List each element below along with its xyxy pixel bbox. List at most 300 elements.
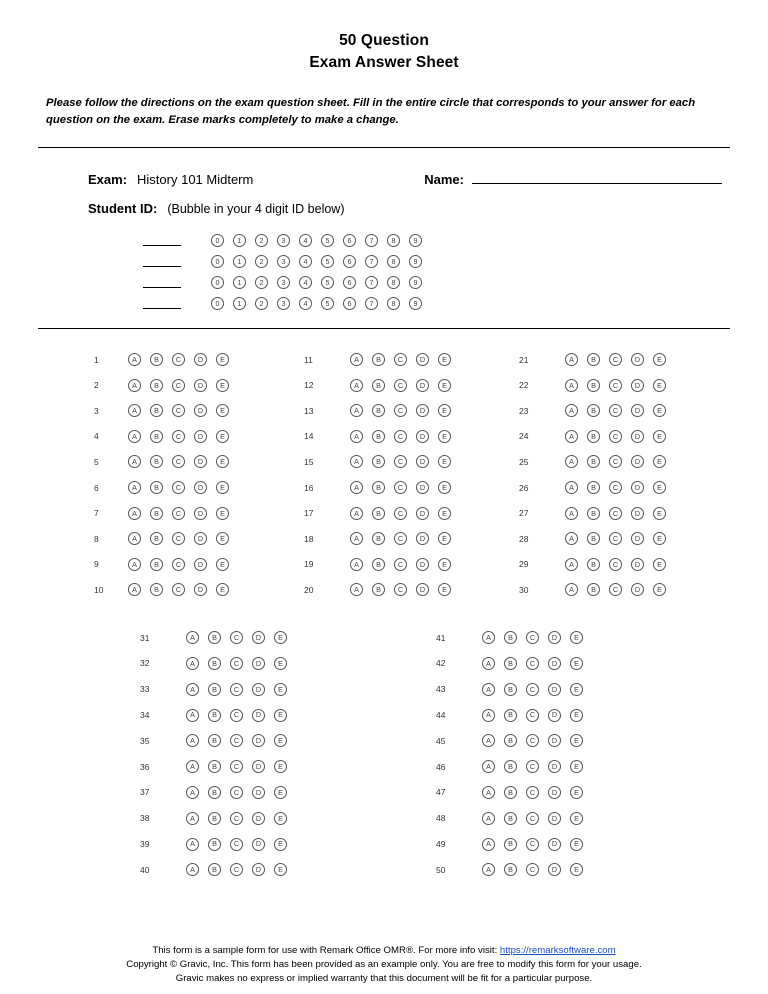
answer-bubble-34-D[interactable]: D — [252, 709, 265, 722]
answer-bubble-23-E[interactable]: E — [653, 404, 666, 417]
answer-bubble-13-C[interactable]: C — [394, 404, 407, 417]
answer-bubble-33-A[interactable]: A — [186, 683, 199, 696]
answer-bubble-22-E[interactable]: E — [653, 379, 666, 392]
answer-bubble-24-E[interactable]: E — [653, 430, 666, 443]
answer-bubble-22-C[interactable]: C — [609, 379, 622, 392]
answer-bubble-25-E[interactable]: E — [653, 455, 666, 468]
answer-bubble-48-A[interactable]: A — [482, 812, 495, 825]
answer-bubble-37-E[interactable]: E — [274, 786, 287, 799]
answer-bubble-14-A[interactable]: A — [350, 430, 363, 443]
answer-bubble-26-E[interactable]: E — [653, 481, 666, 494]
question-number: 30 — [519, 584, 529, 595]
answer-bubble-31-C[interactable]: C — [230, 631, 243, 644]
answer-bubble-32-C[interactable]: C — [230, 657, 243, 670]
answer-bubble-34-B[interactable]: B — [208, 709, 221, 722]
answer-bubble-30-E[interactable]: E — [653, 583, 666, 596]
student-id-digit-blank[interactable] — [143, 276, 181, 288]
answer-bubble-10-C[interactable]: C — [172, 583, 185, 596]
answer-bubble-48-D[interactable]: D — [548, 812, 561, 825]
answer-bubble-50-B[interactable]: B — [504, 863, 517, 876]
answer-bubble-42-A[interactable]: A — [482, 657, 495, 670]
answer-bubble-25-A[interactable]: A — [565, 455, 578, 468]
answer-bubble-20-B[interactable]: B — [372, 583, 385, 596]
student-id-bubble-2[interactable]: 2 — [255, 276, 268, 289]
student-id-bubble-3[interactable]: 3 — [277, 255, 290, 268]
answer-bubble-1-A[interactable]: A — [128, 353, 141, 366]
answer-bubble-27-D[interactable]: D — [631, 507, 644, 520]
answer-bubble-39-C[interactable]: C — [230, 838, 243, 851]
student-id-digit-blank[interactable] — [143, 234, 181, 246]
answer-bubble-17-E[interactable]: E — [438, 507, 451, 520]
answer-bubble-37-B[interactable]: B — [208, 786, 221, 799]
answer-bubble-18-B[interactable]: B — [372, 532, 385, 545]
answer-bubble-15-B[interactable]: B — [372, 455, 385, 468]
student-id-bubble-4[interactable]: 4 — [299, 297, 312, 310]
answer-bubble-41-D[interactable]: D — [548, 631, 561, 644]
answer-bubble-15-D[interactable]: D — [416, 455, 429, 468]
student-id-bubble-8[interactable]: 8 — [387, 276, 400, 289]
answer-bubble-7-A[interactable]: A — [128, 507, 141, 520]
student-id-bubble-7[interactable]: 7 — [365, 276, 378, 289]
student-id-bubble-4[interactable]: 4 — [299, 255, 312, 268]
answer-bubble-32-B[interactable]: B — [208, 657, 221, 670]
answer-bubble-35-A[interactable]: A — [186, 734, 199, 747]
answer-bubble-24-C[interactable]: C — [609, 430, 622, 443]
answer-bubble-14-B[interactable]: B — [372, 430, 385, 443]
answer-bubble-49-E[interactable]: E — [570, 838, 583, 851]
answer-bubble-29-C[interactable]: C — [609, 558, 622, 571]
answer-bubble-42-D[interactable]: D — [548, 657, 561, 670]
answer-bubble-28-D[interactable]: D — [631, 532, 644, 545]
answer-bubble-23-D[interactable]: D — [631, 404, 644, 417]
answer-bubble-16-E[interactable]: E — [438, 481, 451, 494]
answer-bubble-49-B[interactable]: B — [504, 838, 517, 851]
student-id-bubble-6[interactable]: 6 — [343, 276, 356, 289]
answer-bubble-24-A[interactable]: A — [565, 430, 578, 443]
answer-bubble-21-C[interactable]: C — [609, 353, 622, 366]
student-id-bubble-9[interactable]: 9 — [409, 255, 422, 268]
answer-bubble-25-C[interactable]: C — [609, 455, 622, 468]
answer-bubble-22-A[interactable]: A — [565, 379, 578, 392]
answer-bubble-40-B[interactable]: B — [208, 863, 221, 876]
answer-bubble-15-C[interactable]: C — [394, 455, 407, 468]
answer-bubble-1-E[interactable]: E — [216, 353, 229, 366]
answer-bubble-12-C[interactable]: C — [394, 379, 407, 392]
answer-bubble-42-C[interactable]: C — [526, 657, 539, 670]
answer-bubble-9-C[interactable]: C — [172, 558, 185, 571]
answer-bubble-4-A[interactable]: A — [128, 430, 141, 443]
answer-bubble-24-D[interactable]: D — [631, 430, 644, 443]
student-id-bubble-3[interactable]: 3 — [277, 297, 290, 310]
answer-bubble-31-A[interactable]: A — [186, 631, 199, 644]
answer-bubble-43-A[interactable]: A — [482, 683, 495, 696]
answer-bubble-5-B[interactable]: B — [150, 455, 163, 468]
answer-bubble-27-B[interactable]: B — [587, 507, 600, 520]
answer-bubble-50-C[interactable]: C — [526, 863, 539, 876]
answer-bubble-29-D[interactable]: D — [631, 558, 644, 571]
student-id-bubble-5[interactable]: 5 — [321, 297, 334, 310]
student-id-bubble-4[interactable]: 4 — [299, 276, 312, 289]
answer-bubble-45-A[interactable]: A — [482, 734, 495, 747]
answer-bubble-6-E[interactable]: E — [216, 481, 229, 494]
answer-bubble-44-B[interactable]: B — [504, 709, 517, 722]
answer-bubble-23-A[interactable]: A — [565, 404, 578, 417]
answer-bubble-17-D[interactable]: D — [416, 507, 429, 520]
answer-bubble-40-A[interactable]: A — [186, 863, 199, 876]
answer-bubble-30-B[interactable]: B — [587, 583, 600, 596]
answer-bubble-1-B[interactable]: B — [150, 353, 163, 366]
answer-bubble-38-B[interactable]: B — [208, 812, 221, 825]
answer-bubble-22-B[interactable]: B — [587, 379, 600, 392]
answer-bubble-6-D[interactable]: D — [194, 481, 207, 494]
answer-bubble-38-C[interactable]: C — [230, 812, 243, 825]
answer-bubble-3-A[interactable]: A — [128, 404, 141, 417]
answer-bubble-14-C[interactable]: C — [394, 430, 407, 443]
student-id-bubble-5[interactable]: 5 — [321, 276, 334, 289]
answer-bubble-4-C[interactable]: C — [172, 430, 185, 443]
answer-bubble-34-E[interactable]: E — [274, 709, 287, 722]
answer-bubble-35-E[interactable]: E — [274, 734, 287, 747]
answer-bubble-4-D[interactable]: D — [194, 430, 207, 443]
answer-bubble-39-D[interactable]: D — [252, 838, 265, 851]
answer-bubble-43-C[interactable]: C — [526, 683, 539, 696]
answer-bubble-31-B[interactable]: B — [208, 631, 221, 644]
student-id-digit-row — [143, 230, 730, 251]
student-id-bubble-7[interactable]: 7 — [365, 297, 378, 310]
answer-bubble-7-C[interactable]: C — [172, 507, 185, 520]
answer-bubble-19-C[interactable]: C — [394, 558, 407, 571]
student-id-bubble-6[interactable]: 6 — [343, 297, 356, 310]
answer-bubble-48-C[interactable]: C — [526, 812, 539, 825]
answer-bubble-12-A[interactable]: A — [350, 379, 363, 392]
student-id-bubble-6[interactable]: 6 — [343, 234, 356, 247]
answer-bubble-10-A[interactable]: A — [128, 583, 141, 596]
answer-bubble-47-E[interactable]: E — [570, 786, 583, 799]
answer-bubble-39-E[interactable]: E — [274, 838, 287, 851]
answer-bubble-11-A[interactable]: A — [350, 353, 363, 366]
answer-bubble-13-B[interactable]: B — [372, 404, 385, 417]
answer-bubble-11-B[interactable]: B — [372, 353, 385, 366]
answer-bubble-5-A[interactable]: A — [128, 455, 141, 468]
answer-bubble-39-B[interactable]: B — [208, 838, 221, 851]
answer-bubble-36-B[interactable]: B — [208, 760, 221, 773]
answer-bubble-15-A[interactable]: A — [350, 455, 363, 468]
answer-bubble-33-B[interactable]: B — [208, 683, 221, 696]
answer-bubble-4-B[interactable]: B — [150, 430, 163, 443]
answer-bubble-26-D[interactable]: D — [631, 481, 644, 494]
student-id-bubble-2[interactable]: 2 — [255, 234, 268, 247]
answer-bubble-10-B[interactable]: B — [150, 583, 163, 596]
student-id-digit-blank[interactable] — [143, 255, 181, 267]
answer-bubble-41-B[interactable]: B — [504, 631, 517, 644]
student-id-digit-blank[interactable] — [143, 297, 181, 309]
answer-bubble-9-E[interactable]: E — [216, 558, 229, 571]
answer-bubble-49-A[interactable]: A — [482, 838, 495, 851]
answer-bubble-37-A[interactable]: A — [186, 786, 199, 799]
answer-bubble-8-C[interactable]: C — [172, 532, 185, 545]
answer-bubble-46-E[interactable]: E — [570, 760, 583, 773]
answer-bubble-21-A[interactable]: A — [565, 353, 578, 366]
answer-bubble-38-E[interactable]: E — [274, 812, 287, 825]
answer-bubble-48-E[interactable]: E — [570, 812, 583, 825]
answer-bubble-14-D[interactable]: D — [416, 430, 429, 443]
answer-bubble-5-E[interactable]: E — [216, 455, 229, 468]
answer-bubble-42-B[interactable]: B — [504, 657, 517, 670]
student-id-bubble-5[interactable]: 5 — [321, 255, 334, 268]
answer-bubble-40-D[interactable]: D — [252, 863, 265, 876]
student-id-bubble-5[interactable]: 5 — [321, 234, 334, 247]
answer-bubble-15-E[interactable]: E — [438, 455, 451, 468]
student-id-bubble-4[interactable]: 4 — [299, 234, 312, 247]
student-id-bubble-7[interactable]: 7 — [365, 255, 378, 268]
answer-bubble-36-D[interactable]: D — [252, 760, 265, 773]
name-input-line[interactable] — [472, 170, 722, 184]
answer-bubble-46-B[interactable]: B — [504, 760, 517, 773]
answer-bubble-20-E[interactable]: E — [438, 583, 451, 596]
answer-bubble-42-E[interactable]: E — [570, 657, 583, 670]
answer-bubble-38-A[interactable]: A — [186, 812, 199, 825]
answer-bubble-17-C[interactable]: C — [394, 507, 407, 520]
answer-bubble-2-D[interactable]: D — [194, 379, 207, 392]
student-id-bubble-8[interactable]: 8 — [387, 234, 400, 247]
answer-bubble-1-C[interactable]: C — [172, 353, 185, 366]
answer-bubble-44-D[interactable]: D — [548, 709, 561, 722]
question-number: 13 — [304, 405, 314, 416]
answer-bubble-47-B[interactable]: B — [504, 786, 517, 799]
answer-bubble-40-C[interactable]: C — [230, 863, 243, 876]
answer-bubble-46-A[interactable]: A — [482, 760, 495, 773]
answer-bubble-45-D[interactable]: D — [548, 734, 561, 747]
answer-bubble-43-D[interactable]: D — [548, 683, 561, 696]
answer-bubble-9-A[interactable]: A — [128, 558, 141, 571]
answer-bubble-3-E[interactable]: E — [216, 404, 229, 417]
answer-bubble-49-C[interactable]: C — [526, 838, 539, 851]
answer-bubble-34-A[interactable]: A — [186, 709, 199, 722]
answer-bubble-45-C[interactable]: C — [526, 734, 539, 747]
answer-bubble-40-E[interactable]: E — [274, 863, 287, 876]
answer-bubble-25-B[interactable]: B — [587, 455, 600, 468]
student-id-bubble-3[interactable]: 3 — [277, 276, 290, 289]
answer-bubble-3-C[interactable]: C — [172, 404, 185, 417]
answer-bubble-11-C[interactable]: C — [394, 353, 407, 366]
answer-bubble-29-A[interactable]: A — [565, 558, 578, 571]
answer-bubble-46-C[interactable]: C — [526, 760, 539, 773]
answer-bubble-26-A[interactable]: A — [565, 481, 578, 494]
answer-bubble-7-B[interactable]: B — [150, 507, 163, 520]
answer-bubble-27-C[interactable]: C — [609, 507, 622, 520]
answer-bubble-30-A[interactable]: A — [565, 583, 578, 596]
answer-bubble-44-C[interactable]: C — [526, 709, 539, 722]
answer-bubble-21-E[interactable]: E — [653, 353, 666, 366]
answer-bubble-18-C[interactable]: C — [394, 532, 407, 545]
answer-bubble-2-A[interactable]: A — [128, 379, 141, 392]
answer-bubble-50-D[interactable]: D — [548, 863, 561, 876]
student-id-bubble-3[interactable]: 3 — [277, 234, 290, 247]
answer-bubble-1-D[interactable]: D — [194, 353, 207, 366]
answer-bubble-32-E[interactable]: E — [274, 657, 287, 670]
student-id-bubble-6[interactable]: 6 — [343, 255, 356, 268]
answer-bubble-31-D[interactable]: D — [252, 631, 265, 644]
answer-bubble-36-E[interactable]: E — [274, 760, 287, 773]
answer-bubble-16-A[interactable]: A — [350, 481, 363, 494]
answer-bubble-33-D[interactable]: D — [252, 683, 265, 696]
student-id-bubble-8[interactable]: 8 — [387, 297, 400, 310]
answer-bubble-28-A[interactable]: A — [565, 532, 578, 545]
answer-bubble-5-D[interactable]: D — [194, 455, 207, 468]
answer-bubble-35-B[interactable]: B — [208, 734, 221, 747]
answer-bubble-18-E[interactable]: E — [438, 532, 451, 545]
answer-bubble-43-E[interactable]: E — [570, 683, 583, 696]
answer-bubble-39-A[interactable]: A — [186, 838, 199, 851]
answer-bubble-10-D[interactable]: D — [194, 583, 207, 596]
answer-bubble-26-B[interactable]: B — [587, 481, 600, 494]
answer-bubble-29-E[interactable]: E — [653, 558, 666, 571]
student-id-bubble-8[interactable]: 8 — [387, 255, 400, 268]
student-id-bubble-0[interactable]: 0 — [211, 276, 224, 289]
answer-bubble-43-B[interactable]: B — [504, 683, 517, 696]
answer-bubble-19-B[interactable]: B — [372, 558, 385, 571]
answer-bubble-9-D[interactable]: D — [194, 558, 207, 571]
answer-bubble-45-B[interactable]: B — [504, 734, 517, 747]
answer-bubble-12-E[interactable]: E — [438, 379, 451, 392]
answer-bubble-20-A[interactable]: A — [350, 583, 363, 596]
answer-bubble-16-D[interactable]: D — [416, 481, 429, 494]
answer-bubble-27-A[interactable]: A — [565, 507, 578, 520]
answer-bubble-16-B[interactable]: B — [372, 481, 385, 494]
remark-software-link[interactable]: https://remarksoftware.com — [499, 945, 616, 957]
answer-bubble-48-B[interactable]: B — [504, 812, 517, 825]
answer-bubble-37-C[interactable]: C — [230, 786, 243, 799]
answer-bubble-13-E[interactable]: E — [438, 404, 451, 417]
answer-bubble-31-E[interactable]: E — [274, 631, 287, 644]
student-id-bubble-0[interactable]: 0 — [211, 255, 224, 268]
answer-bubble-35-D[interactable]: D — [252, 734, 265, 747]
answer-bubble-44-E[interactable]: E — [570, 709, 583, 722]
student-id-bubble-9[interactable]: 9 — [409, 297, 422, 310]
answer-bubble-17-B[interactable]: B — [372, 507, 385, 520]
answer-bubble-33-C[interactable]: C — [230, 683, 243, 696]
answer-bubble-11-D[interactable]: D — [416, 353, 429, 366]
answer-bubble-33-E[interactable]: E — [274, 683, 287, 696]
answer-bubble-6-B[interactable]: B — [150, 481, 163, 494]
answer-bubble-20-C[interactable]: C — [394, 583, 407, 596]
student-id-bubble-9[interactable]: 9 — [409, 234, 422, 247]
answer-bubble-12-B[interactable]: B — [372, 379, 385, 392]
student-id-bubble-0[interactable]: 0 — [211, 234, 224, 247]
answer-bubble-30-D[interactable]: D — [631, 583, 644, 596]
answer-bubble-45-E[interactable]: E — [570, 734, 583, 747]
student-id-bubble-1[interactable]: 1 — [233, 234, 246, 247]
answer-bubble-21-B[interactable]: B — [587, 353, 600, 366]
answer-bubble-44-A[interactable]: A — [482, 709, 495, 722]
student-id-bubble-1[interactable]: 1 — [233, 276, 246, 289]
answer-bubble-8-E[interactable]: E — [216, 532, 229, 545]
answer-bubble-6-A[interactable]: A — [128, 481, 141, 494]
answer-bubble-8-B[interactable]: B — [150, 532, 163, 545]
answer-bubble-26-C[interactable]: C — [609, 481, 622, 494]
answer-bubble-20-D[interactable]: D — [416, 583, 429, 596]
answer-bubble-29-B[interactable]: B — [587, 558, 600, 571]
answer-bubble-4-E[interactable]: E — [216, 430, 229, 443]
answer-bubble-13-A[interactable]: A — [350, 404, 363, 417]
answer-bubble-12-D[interactable]: D — [416, 379, 429, 392]
answer-bubble-3-D[interactable]: D — [194, 404, 207, 417]
answer-bubble-47-D[interactable]: D — [548, 786, 561, 799]
answer-bubble-24-B[interactable]: B — [587, 430, 600, 443]
answer-bubble-47-C[interactable]: C — [526, 786, 539, 799]
answer-bubble-35-C[interactable]: C — [230, 734, 243, 747]
answer-bubble-49-D[interactable]: D — [548, 838, 561, 851]
student-id-bubble-2[interactable]: 2 — [255, 297, 268, 310]
answer-bubble-21-D[interactable]: D — [631, 353, 644, 366]
answer-bubble-36-A[interactable]: A — [186, 760, 199, 773]
student-id-bubble-2[interactable]: 2 — [255, 255, 268, 268]
answer-bubble-6-C[interactable]: C — [172, 481, 185, 494]
answer-bubble-8-A[interactable]: A — [128, 532, 141, 545]
answer-bubble-41-A[interactable]: A — [482, 631, 495, 644]
answer-bubble-18-D[interactable]: D — [416, 532, 429, 545]
student-id-bubble-1[interactable]: 1 — [233, 255, 246, 268]
answer-bubble-2-B[interactable]: B — [150, 379, 163, 392]
student-id-bubble-1[interactable]: 1 — [233, 297, 246, 310]
answer-bubble-10-E[interactable]: E — [216, 583, 229, 596]
answer-bubble-23-B[interactable]: B — [587, 404, 600, 417]
answer-bubble-7-E[interactable]: E — [216, 507, 229, 520]
answer-bubble-18-A[interactable]: A — [350, 532, 363, 545]
answer-bubble-23-C[interactable]: C — [609, 404, 622, 417]
student-id-bubble-9[interactable]: 9 — [409, 276, 422, 289]
answer-bubble-41-C[interactable]: C — [526, 631, 539, 644]
answer-bubble-36-C[interactable]: C — [230, 760, 243, 773]
answer-bubble-5-C[interactable]: C — [172, 455, 185, 468]
answer-bubble-37-D[interactable]: D — [252, 786, 265, 799]
answer-bubble-32-A[interactable]: A — [186, 657, 199, 670]
answer-bubble-17-A[interactable]: A — [350, 507, 363, 520]
answer-bubble-25-D[interactable]: D — [631, 455, 644, 468]
answer-bubble-19-D[interactable]: D — [416, 558, 429, 571]
answer-bubble-19-A[interactable]: A — [350, 558, 363, 571]
answer-bubble-2-E[interactable]: E — [216, 379, 229, 392]
answer-bubble-46-D[interactable]: D — [548, 760, 561, 773]
student-id-bubble-0[interactable]: 0 — [211, 297, 224, 310]
answer-bubble-27-E[interactable]: E — [653, 507, 666, 520]
answer-bubble-50-E[interactable]: E — [570, 863, 583, 876]
answer-bubble-3-B[interactable]: B — [150, 404, 163, 417]
answer-bubble-28-E[interactable]: E — [653, 532, 666, 545]
answer-bubble-50-A[interactable]: A — [482, 863, 495, 876]
answer-bubble-47-A[interactable]: A — [482, 786, 495, 799]
answer-bubble-2-C[interactable]: C — [172, 379, 185, 392]
answer-bubble-13-D[interactable]: D — [416, 404, 429, 417]
answer-bubble-34-C[interactable]: C — [230, 709, 243, 722]
answer-bubble-28-C[interactable]: C — [609, 532, 622, 545]
answer-bubble-14-E[interactable]: E — [438, 430, 451, 443]
answer-bubble-19-E[interactable]: E — [438, 558, 451, 571]
answer-bubble-16-C[interactable]: C — [394, 481, 407, 494]
answer-bubble-41-E[interactable]: E — [570, 631, 583, 644]
answer-bubble-22-D[interactable]: D — [631, 379, 644, 392]
answer-bubble-30-C[interactable]: C — [609, 583, 622, 596]
answer-bubble-11-E[interactable]: E — [438, 353, 451, 366]
student-id-bubble-7[interactable]: 7 — [365, 234, 378, 247]
answer-bubble-32-D[interactable]: D — [252, 657, 265, 670]
answer-row — [302, 398, 517, 424]
answer-bubble-8-D[interactable]: D — [194, 532, 207, 545]
answer-bubble-28-B[interactable]: B — [587, 532, 600, 545]
answer-bubble-38-D[interactable]: D — [252, 812, 265, 825]
answer-bubble-7-D[interactable]: D — [194, 507, 207, 520]
answer-bubble-9-B[interactable]: B — [150, 558, 163, 571]
